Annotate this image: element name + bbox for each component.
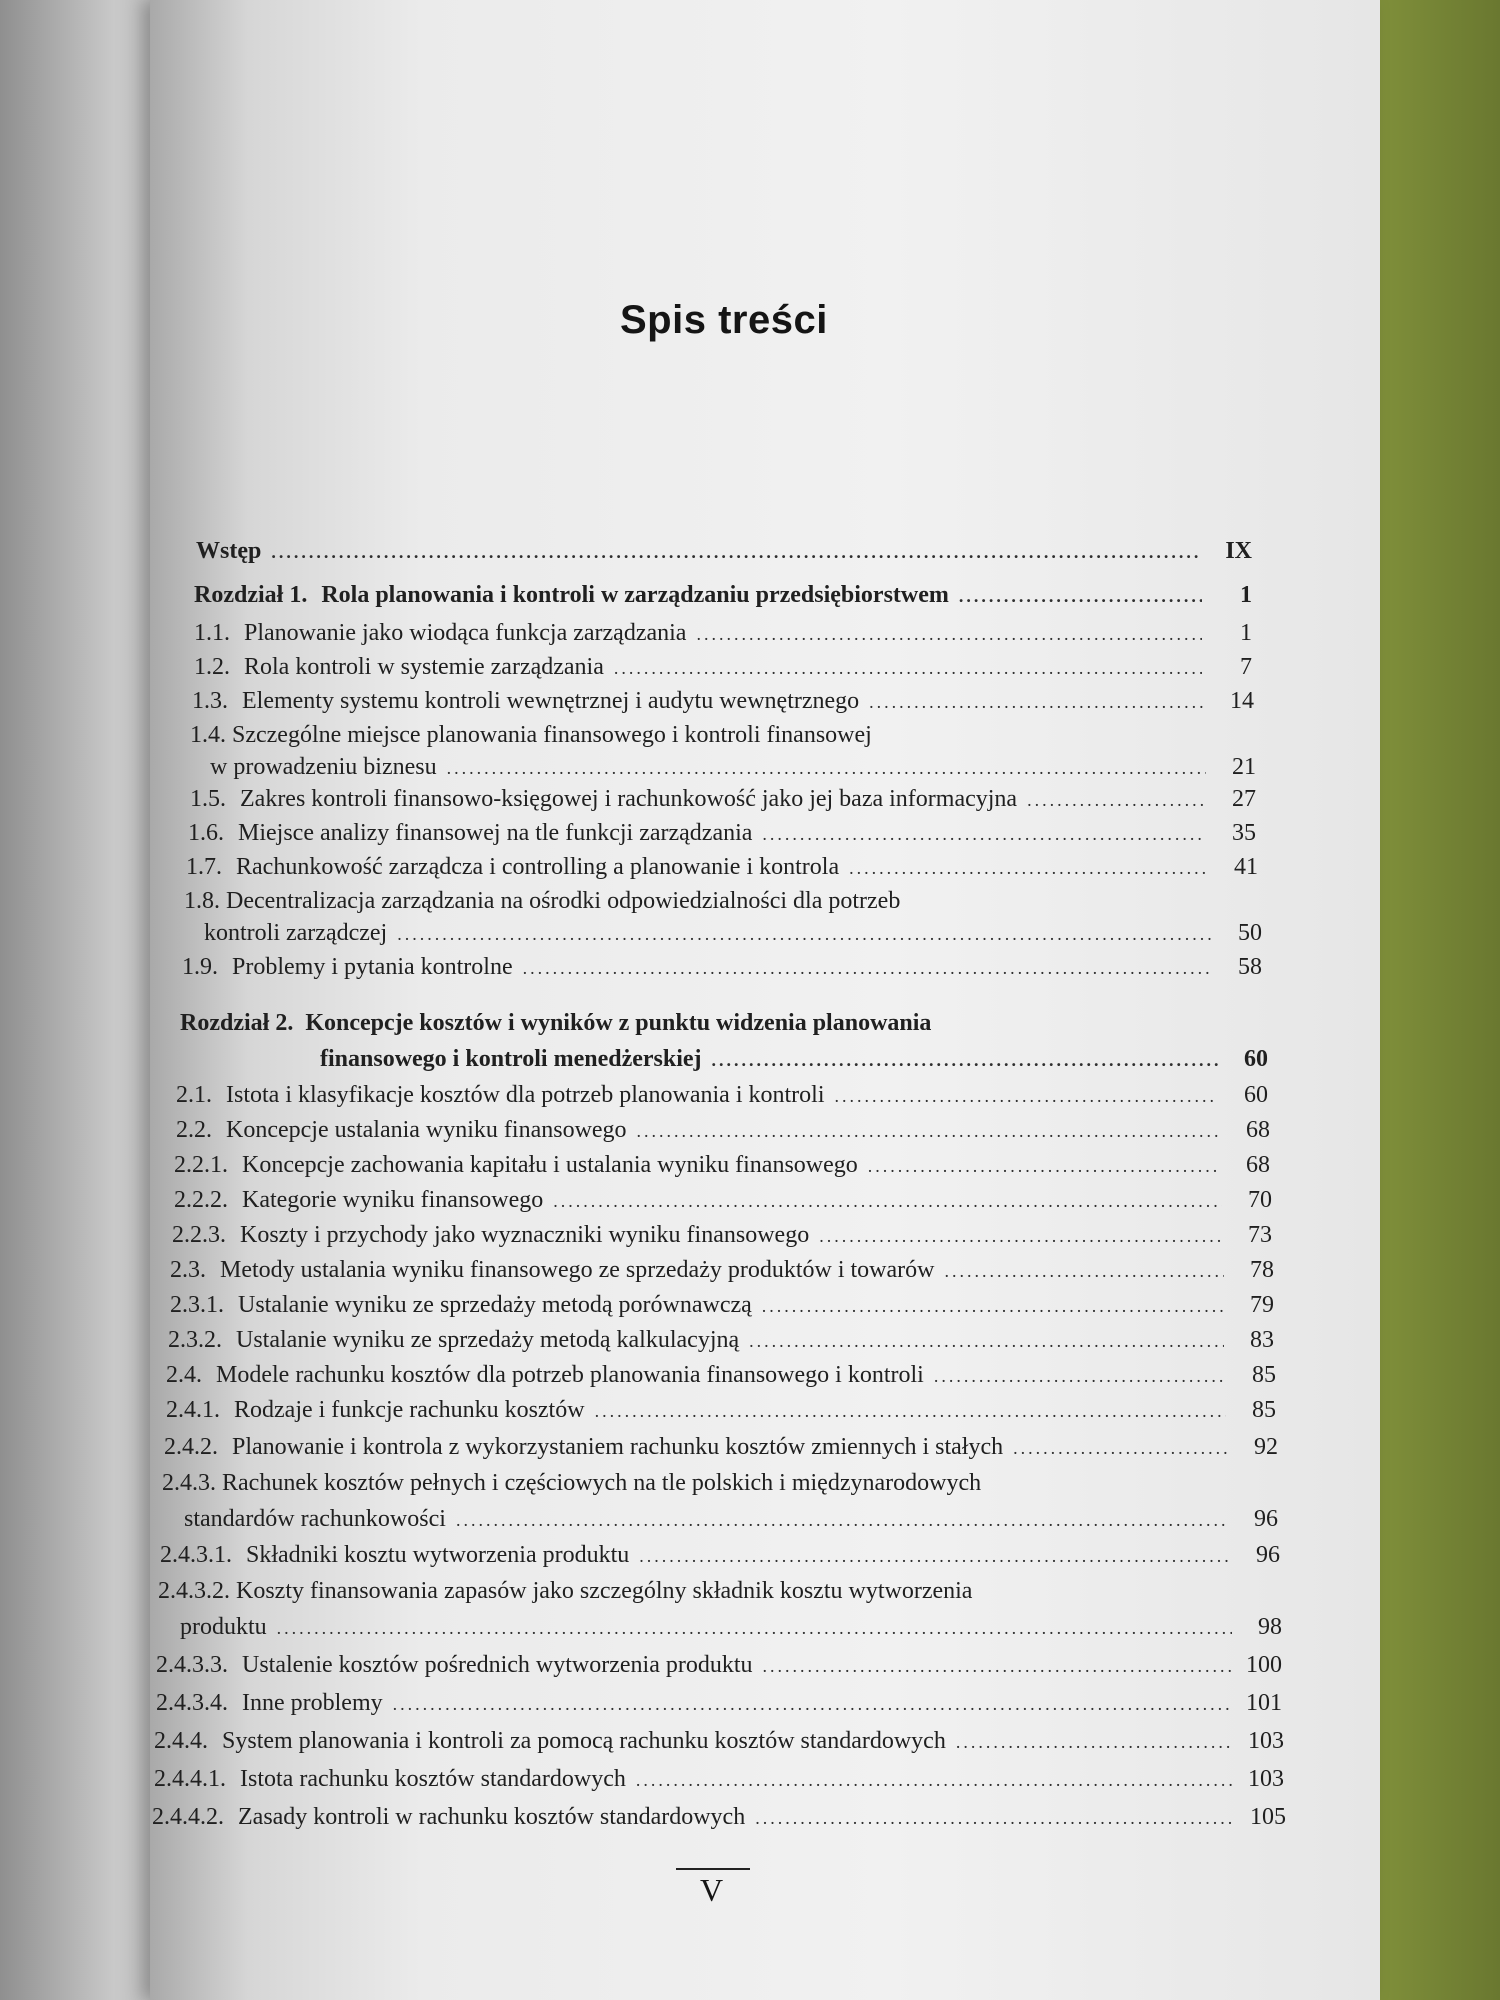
leader-dots: [595, 1401, 1226, 1422]
chapter-prefix: Rozdział 1.: [194, 582, 308, 608]
toc-page-number: 103: [1248, 1728, 1284, 1754]
section-title: Istota i klasyfikacje kosztów dla potrzeb planowania i kontroli: [226, 1082, 825, 1108]
leader-dots: [749, 1331, 1224, 1352]
section-title: Zakres kontroli finansowo-księgowej i rachunkowość jako jej baza informacyjna: [240, 786, 1018, 812]
toc-entry[interactable]: [170, 1292, 1274, 1319]
section-number: 1.2.: [194, 654, 230, 680]
chapter-title-continuation: finansowego i kontroli menedżerskiej: [320, 1046, 702, 1072]
toc-entry-title: Wstęp: [196, 538, 262, 564]
toc-page-number: 7: [1240, 654, 1252, 680]
leader-dots: [637, 1121, 1220, 1142]
toc-entry[interactable]: [186, 854, 1258, 881]
section-number: 2.4.2.: [164, 1434, 218, 1460]
toc-entry[interactable]: [160, 1542, 1280, 1569]
leader-dots: [869, 692, 1204, 713]
section-title: Problemy i pytania kontrolne: [232, 954, 513, 980]
section-title: Szczególne miejsce planowania finansowego i kontroli finansowej: [232, 722, 872, 748]
toc-entry[interactable]: [156, 1690, 1282, 1717]
section-number: 2.3.1.: [170, 1292, 224, 1318]
section-title: Modele rachunku kosztów dla potrzeb planowania finansowego i kontroli: [216, 1362, 924, 1388]
toc-page-number: IX: [1225, 538, 1252, 564]
toc-page-number: 79: [1250, 1292, 1274, 1318]
toc-page-number: 78: [1250, 1257, 1274, 1283]
section-title: Koncepcje ustalania wyniku finansowego: [226, 1117, 627, 1143]
toc-page-number: 105: [1250, 1804, 1286, 1830]
toc-entry[interactable]: [168, 1327, 1274, 1354]
toc-entry-first-line[interactable]: [184, 888, 900, 915]
toc-page-number: 68: [1246, 1117, 1270, 1143]
toc-page-number: 21: [1232, 754, 1256, 780]
leader-dots: [1013, 1438, 1228, 1459]
leader-dots: [755, 1808, 1236, 1829]
toc-page-number: 101: [1246, 1690, 1282, 1716]
leader-dots: [523, 958, 1212, 979]
toc-entry[interactable]: [166, 1397, 1276, 1424]
leader-dots: [944, 1261, 1224, 1282]
page-folio: V: [700, 1872, 724, 1908]
toc-chapter-2[interactable]: [320, 1046, 1268, 1073]
toc-page-number: 98: [1258, 1614, 1282, 1640]
toc-entry-continuation[interactable]: [204, 920, 1262, 947]
section-title: Rodzaje i funkcje rachunku kosztów: [234, 1397, 585, 1423]
section-number: 2.1.: [176, 1082, 212, 1108]
toc-entry[interactable]: [156, 1652, 1282, 1679]
leader-dots: [1027, 790, 1206, 811]
toc-entry-continuation[interactable]: [180, 1614, 1282, 1641]
leader-dots: [959, 586, 1202, 607]
toc-entry[interactable]: [188, 820, 1256, 847]
section-title: Ustalenie kosztów pośrednich wytworzenia produktu: [242, 1652, 753, 1678]
toc-page-number: 68: [1246, 1152, 1270, 1178]
section-number: 1.8.: [184, 888, 220, 914]
toc-entry[interactable]: [174, 1152, 1270, 1179]
leader-dots: [956, 1732, 1234, 1753]
section-number: 2.4.4.2.: [152, 1804, 224, 1830]
section-number: 2.4.: [166, 1362, 202, 1388]
toc-entry-first-line[interactable]: [190, 722, 872, 749]
toc-page-number: 14: [1230, 688, 1254, 714]
leader-dots: [849, 858, 1208, 879]
section-title: Zasady kontroli w rachunku kosztów standardowych: [238, 1804, 746, 1830]
section-title: Rachunkowość zarządcza i controlling a planowanie i kontrola: [236, 854, 840, 880]
toc-page-number: 1: [1240, 582, 1252, 608]
toc-page-number: 96: [1254, 1506, 1278, 1532]
section-title: Planowanie jako wiodąca funkcja zarządzania: [244, 620, 687, 646]
toc-entry[interactable]: [194, 620, 1252, 647]
toc-entry[interactable]: [172, 1222, 1272, 1249]
leader-dots: [636, 1770, 1234, 1791]
section-title: Składniki kosztu wytworzenia produktu: [246, 1542, 630, 1568]
section-number: 2.3.: [170, 1257, 206, 1283]
section-number: 2.2.1.: [174, 1152, 228, 1178]
section-title: System planowania i kontroli za pomocą rachunku kosztów standardowych: [222, 1728, 946, 1754]
toc-page-number: 60: [1244, 1046, 1268, 1072]
section-number: 1.1.: [194, 620, 230, 646]
section-title: Rachunek kosztów pełnych i częściowych na tle polskich i międzynarodowych: [222, 1470, 982, 1496]
leader-dots: [819, 1226, 1222, 1247]
toc-entry[interactable]: [166, 1362, 1276, 1389]
page-title: Spis treści: [620, 298, 828, 342]
section-number: 2.3.2.: [168, 1327, 222, 1353]
chapter-prefix: Rozdział 2.: [180, 1010, 294, 1036]
section-title: Metody ustalania wyniku finansowego ze sprzedaży produktów i towarów: [220, 1257, 935, 1283]
section-title: Elementy systemu kontroli wewnętrznej i audytu wewnętrznego: [242, 688, 860, 714]
leader-dots: [835, 1086, 1219, 1107]
toc-page-number: 73: [1248, 1222, 1272, 1248]
section-number: 1.6.: [188, 820, 224, 846]
folio-rule: [676, 1868, 750, 1870]
leader-dots: [553, 1191, 1222, 1212]
toc-entry-continuation[interactable]: [210, 754, 1256, 781]
section-number: 2.4.3.: [162, 1470, 216, 1496]
toc-page-number: 100: [1246, 1652, 1282, 1678]
section-title: Koncepcje zachowania kapitału i ustalania wyniku finansowego: [242, 1152, 858, 1178]
section-number: 2.2.2.: [174, 1187, 228, 1213]
leader-dots: [712, 1050, 1218, 1071]
toc-entry[interactable]: [154, 1728, 1284, 1755]
leader-dots: [614, 658, 1202, 679]
toc-page-number: 1: [1240, 620, 1252, 646]
toc-entry-first-line[interactable]: [162, 1470, 981, 1497]
toc-entry[interactable]: [192, 688, 1254, 715]
section-title: Koszty finansowania zapasów jako szczególny składnik kosztu wytworzenia: [236, 1578, 973, 1604]
section-number: 1.9.: [182, 954, 218, 980]
leader-dots: [763, 1656, 1232, 1677]
leader-dots: [868, 1156, 1220, 1177]
toc-page-number: 60: [1244, 1082, 1268, 1108]
leader-dots: [934, 1366, 1226, 1387]
section-title: Planowanie i kontrola z wykorzystaniem rachunku kosztów zmiennych i stałych: [232, 1434, 1004, 1460]
toc-entry-intro[interactable]: [196, 538, 1252, 565]
leader-dots: [696, 624, 1202, 645]
leader-dots: [456, 1510, 1228, 1531]
section-number: 2.4.3.4.: [156, 1690, 228, 1716]
section-number: 2.2.: [176, 1117, 212, 1143]
section-number: 1.5.: [190, 786, 226, 812]
toc-entry[interactable]: [164, 1434, 1278, 1461]
toc-page-number: 92: [1254, 1434, 1278, 1460]
section-title: Miejsce analizy finansowej na tle funkcji zarządzania: [238, 820, 753, 846]
section-title: Ustalanie wyniku ze sprzedaży metodą kalkulacyjną: [236, 1327, 740, 1353]
section-number: 1.7.: [186, 854, 222, 880]
chapter-title: Rola planowania i kontroli w zarządzaniu przedsiębiorstwem: [321, 582, 949, 608]
chapter-title: Koncepcje kosztów i wyników z punktu widzenia planowania: [305, 1010, 932, 1036]
leader-dots: [277, 1618, 1232, 1639]
toc-chapter-1[interactable]: [194, 582, 1252, 609]
toc-chapter-2-first-line[interactable]: [180, 1010, 931, 1037]
toc-page-number: 35: [1232, 820, 1256, 846]
toc-entry-first-line[interactable]: [158, 1578, 972, 1605]
section-title-continuation: standardów rachunkowości: [184, 1506, 446, 1532]
leader-dots: [397, 924, 1212, 945]
toc-entry[interactable]: [182, 954, 1262, 981]
section-number: 2.4.3.2.: [158, 1578, 230, 1604]
section-number: 2.4.1.: [166, 1397, 220, 1423]
section-number: 2.4.4.1.: [154, 1766, 226, 1792]
toc-page-number: 27: [1232, 786, 1256, 812]
toc-page-number: 41: [1234, 854, 1258, 880]
section-title-continuation: kontroli zarządczej: [204, 920, 388, 946]
section-number: 1.4.: [190, 722, 226, 748]
toc-page-number: 50: [1238, 920, 1262, 946]
section-title-continuation: w prowadzeniu biznesu: [210, 754, 437, 780]
leader-dots: [639, 1546, 1230, 1567]
toc-entry[interactable]: [194, 654, 1252, 681]
toc-page-number: 103: [1248, 1766, 1284, 1792]
toc-page-number: 85: [1252, 1397, 1276, 1423]
toc-page-number: 85: [1252, 1362, 1276, 1388]
section-number: 2.4.3.1.: [160, 1542, 232, 1568]
toc-entry-continuation[interactable]: [184, 1506, 1278, 1533]
toc-entry[interactable]: [190, 786, 1256, 813]
section-title: Koszty i przychody jako wyznaczniki wyniku finansowego: [240, 1222, 810, 1248]
section-title: Ustalanie wyniku ze sprzedaży metodą porównawczą: [238, 1292, 752, 1318]
toc-entry[interactable]: [174, 1187, 1272, 1214]
toc-page-number: 83: [1250, 1327, 1274, 1353]
toc-entry[interactable]: [152, 1804, 1286, 1831]
section-number: 2.2.3.: [172, 1222, 226, 1248]
toc-page-number: 96: [1256, 1542, 1280, 1568]
leader-dots: [447, 758, 1206, 779]
leader-dots: [271, 542, 1202, 563]
section-title: Kategorie wyniku finansowego: [242, 1187, 544, 1213]
section-number: 2.4.3.3.: [156, 1652, 228, 1678]
section-title-continuation: produktu: [180, 1614, 267, 1640]
leader-dots: [762, 824, 1206, 845]
toc-entry[interactable]: [170, 1257, 1274, 1284]
toc-page-number: 70: [1248, 1187, 1272, 1213]
section-number: 2.4.4.: [154, 1728, 208, 1754]
toc-entry[interactable]: [176, 1082, 1268, 1109]
leader-dots: [393, 1694, 1232, 1715]
section-title: Inne problemy: [242, 1690, 383, 1716]
toc-entry[interactable]: [176, 1117, 1270, 1144]
section-number: 1.3.: [192, 688, 228, 714]
section-title: Istota rachunku kosztów standardowych: [240, 1766, 626, 1792]
leader-dots: [762, 1296, 1224, 1317]
toc-entry[interactable]: [154, 1766, 1284, 1793]
section-title: Rola kontroli w systemie zarządzania: [244, 654, 604, 680]
section-title: Decentralizacja zarządzania na ośrodki odpowiedzialności dla potrzeb: [226, 888, 901, 914]
toc-page-number: 58: [1238, 954, 1262, 980]
